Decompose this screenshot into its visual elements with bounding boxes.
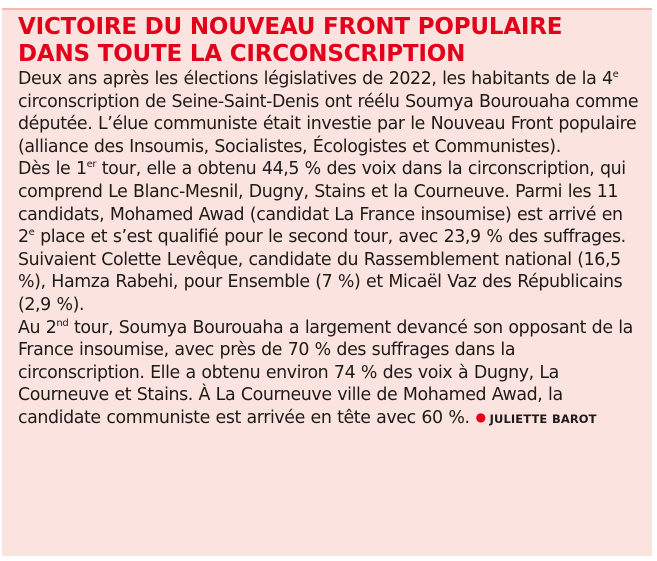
ordinal-superscript: nd bbox=[56, 317, 69, 329]
paragraph-3-part-b: tour, Soumya Bourouaha a largement devancé son opposant de la France insoumise, avec près de 70 % des suffrages dans la circonscription. Elle a obtenu environ 74 % des voix à Dugny, La Courneuve et Stains. À La Courneuve ville de Mohamed Awad, la candidate communiste est arrivée en tête avec 60 %. bbox=[18, 317, 633, 428]
article-box bbox=[2, 8, 652, 556]
paragraph-2-part-c: place et s’est qualifié pour le second tour, avec 23,9 % des suffrages. Suivaient Colette Levêque, candidate du Rassemblement national (16,5 %), Hamza Rabehi, pour Ensemble (7 %) et Micaël Vaz des Républicains (2,9 %). bbox=[18, 227, 626, 315]
paragraph-1-part-a: Deux ans après les élections législatives de 2022, les habitants de la 4 bbox=[18, 69, 613, 89]
article-headline: VICTOIRE DU NOUVEAU FRONT POPULAIRE DANS TOUTE LA CIRCONSCRIPTION bbox=[18, 14, 563, 67]
paragraph-1-part-b: circonscription de Seine-Saint-Denis ont réélu Soumya Bourouaha comme députée. L’élue communiste était investie par le Nouveau Front populaire (alliance des Insoumis, Socialistes, Écologistes et Communistes). bbox=[18, 91, 639, 157]
byline-author: JULIETTE BAROT bbox=[489, 411, 597, 426]
paragraph-2-part-b: tour, elle a obtenu 44,5 % des voix dans la circonscription, qui comprend Le Blanc-Mesnil, Dugny, Stains et la Courneuve. Parmi les 11 candidats, Mohamed Awad (candidat La France insoumise) est arrivé en 2 bbox=[18, 159, 626, 248]
ordinal-superscript: er bbox=[86, 159, 97, 171]
ordinal-superscript: e bbox=[28, 227, 35, 239]
bullet-dot-icon: ● bbox=[475, 409, 486, 424]
paragraph-2-part-a: Dès le 1 bbox=[18, 159, 87, 180]
paragraph-3-part-a: Au 2 bbox=[18, 317, 57, 338]
paragraph-1 bbox=[18, 68, 640, 158]
paragraph-3 bbox=[18, 317, 640, 431]
paragraph-2 bbox=[18, 158, 640, 316]
ordinal-superscript: e bbox=[612, 69, 619, 81]
